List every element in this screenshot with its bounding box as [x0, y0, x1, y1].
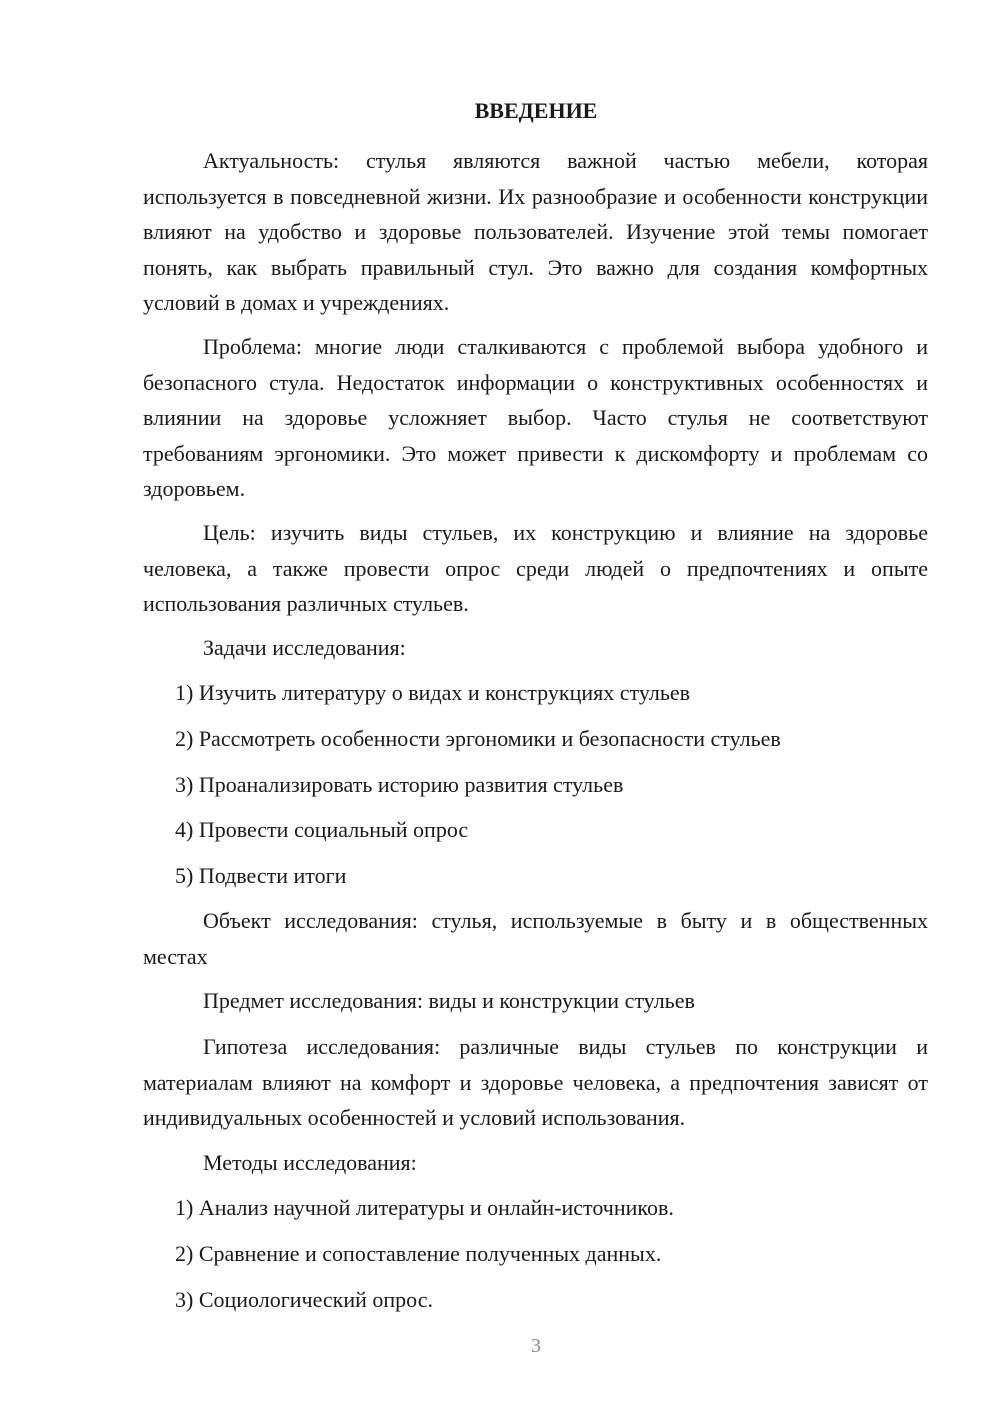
- method-item: 2) Сравнение и сопоставление полученных данных.: [175, 1241, 662, 1266]
- task-item: 4) Провести социальный опрос: [175, 817, 469, 842]
- hypothesis-paragraph: Гипотеза исследования: различные виды стульев по конструкции и материалам влияют на комфорт и здоровье человека, а предпочтения зависят от индивидуальных особенностей и условий использования.: [143, 1034, 928, 1130]
- tasks-heading: Задачи исследования:: [203, 635, 406, 660]
- relevance-paragraph: Актуальность: стулья являются важной частью мебели, которая используется в повседневной жизни. Их разнообразие и особенности конструкции влияют на удобство и здоровье пользователей. Изучение этой темы помогает понять, как выбрать правильный стул. Это важно для создания комфортных условий в домах и учреждениях.: [143, 148, 928, 315]
- page-title: ВВЕДЕНИЕ: [474, 98, 598, 123]
- problem-paragraph: Проблема: многие люди сталкиваются с проблемой выбора удобного и безопасного стула. Недостаток информации о конструктивных особенностях и влиянии на здоровье усложняет выбор. Часто стулья не соответствуют требованиям эргономики. Это может привести к дискомфорту и проблемам со здоровьем.: [143, 334, 928, 501]
- goal-paragraph: Цель: изучить виды стульев, их конструкцию и влияние на здоровье человека, а также провести опрос среди людей о предпочтениях и опыте использования различных стульев.: [143, 520, 928, 616]
- task-item: 1) Изучить литературу о видах и конструкциях стульев: [175, 680, 691, 705]
- method-item: 3) Социологический опрос.: [175, 1287, 433, 1312]
- object-paragraph: Объект исследования: стулья, используемые в быту и в общественных местах: [143, 908, 928, 969]
- subject-paragraph: Предмет исследования: виды и конструкции стульев: [203, 988, 695, 1013]
- task-item: 2) Рассмотреть особенности эргономики и безопасности стульев: [175, 726, 781, 751]
- task-item: 3) Проанализировать историю развития стульев: [175, 772, 624, 797]
- page-number: 3: [531, 1335, 541, 1357]
- methods-heading: Методы исследования:: [203, 1150, 417, 1175]
- task-item: 5) Подвести итоги: [175, 863, 347, 888]
- method-item: 1) Анализ научной литературы и онлайн-источников.: [175, 1195, 674, 1220]
